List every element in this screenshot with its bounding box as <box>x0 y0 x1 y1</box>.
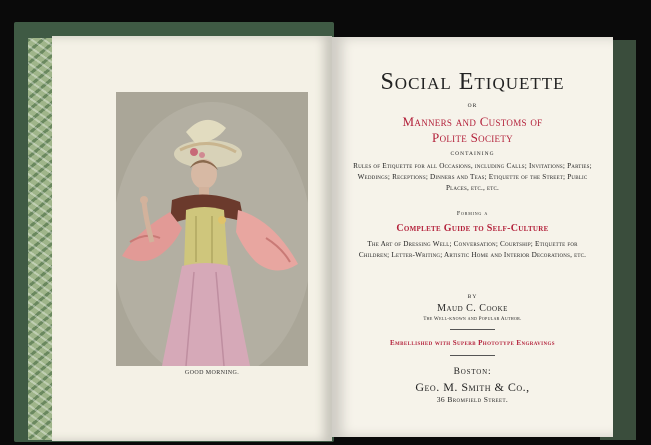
author-description: The Well-known and Popular Author. <box>423 317 522 322</box>
right-page <box>332 37 613 437</box>
by-text: BY <box>467 294 478 300</box>
embellished-text: Embellished with Superb Phototype Engravings <box>389 339 555 347</box>
publisher-city: Boston: <box>453 367 492 377</box>
divider-bottom <box>450 355 495 356</box>
frontispiece-illustration <box>116 92 308 366</box>
subtitle-line-1: Manners and Customs of <box>402 114 543 129</box>
publisher-name: Geo. M. Smith & Co., <box>415 380 530 394</box>
author-name: Maud C. Cooke <box>437 303 508 314</box>
frontispiece-plate <box>116 92 308 366</box>
forming-text: Forming a <box>456 211 489 217</box>
art-description: The Art of Dressing Well; Conversation; Courtship; Etiquette for Children; Letter-Writing; Artistic Home and Interior Decorations, etc. <box>358 240 587 259</box>
plate-caption: GOOD MORNING. <box>184 370 240 376</box>
book-title: Social Etiquette <box>380 69 565 95</box>
divider-top <box>450 329 495 330</box>
subtitle-line-2: Polite Society <box>432 130 513 145</box>
or-text: OR <box>467 103 478 109</box>
guide-heading: Complete Guide to Self-Culture <box>396 223 549 234</box>
containing-text: CONTAINING <box>450 151 495 157</box>
rules-description: Rules of Etiquette for all Occasions, including Calls; Invitations; Parties; Weddings; Receptions; Dinners and Teas; Etiquette of the Street; Public Places, etc., etc. <box>353 162 592 192</box>
publisher-street: 36 Bromfield Street. <box>436 395 509 404</box>
